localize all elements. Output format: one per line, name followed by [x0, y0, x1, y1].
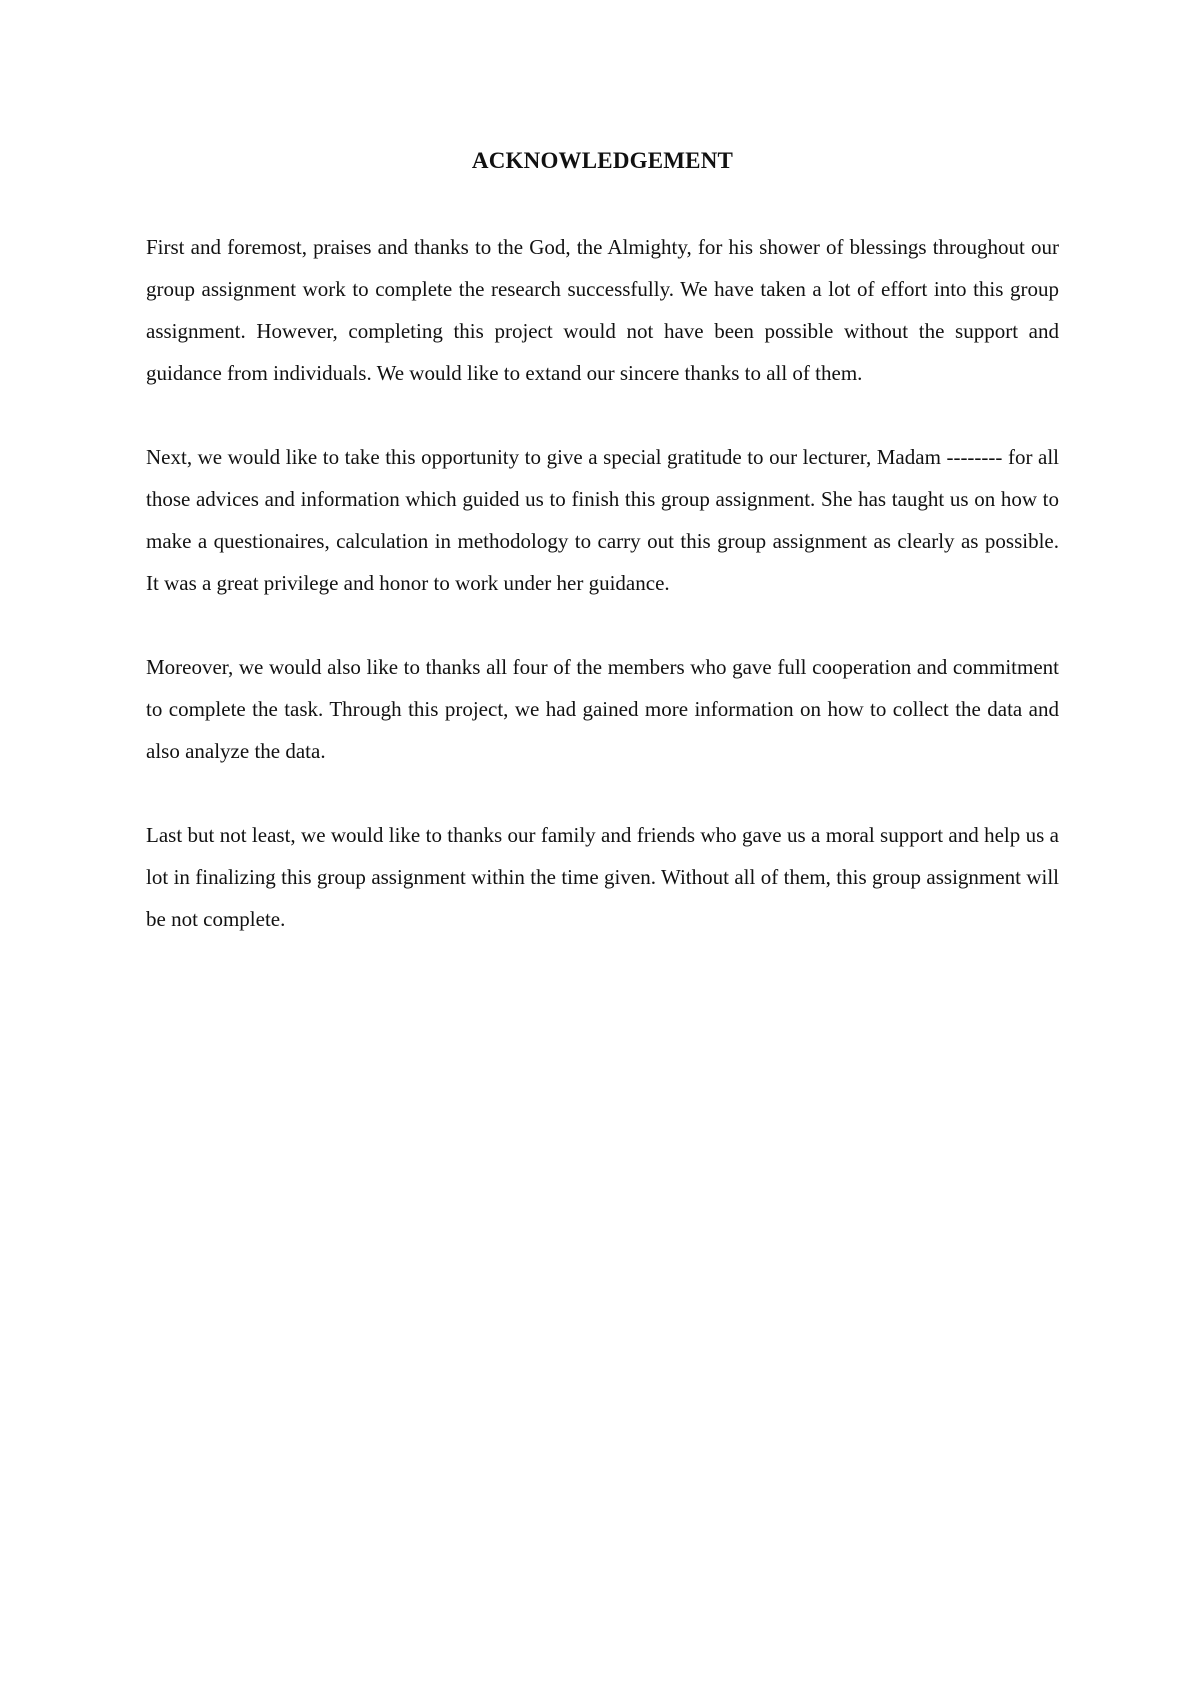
paragraph-family: Last but not least, we would like to thanks our family and friends who gave us a moral support and help us a lot in finalizing this group assignment within the time given. Without all of them, this group assignment will be not complete. [146, 823, 1059, 931]
document-title: ACKNOWLEDGEMENT [471, 148, 734, 173]
document-body [146, 146, 1059, 982]
paragraph-members: Moreover, we would also like to thanks all four of the members who gave full cooperation and commitment to complete the task. Through this project, we had gained more information on how to collect the data and also analyze the data. [146, 655, 1059, 763]
paragraph-lecturer: Next, we would like to take this opportunity to give a special gratitude to our lecturer, Madam -------- for all those advices and information which guided us to finish this group assignment. She has taught us on how to make a questionaires, calculation in methodology to carry out this group assignment as clearly as possible. It was a great privilege and honor to work under her guidance. [146, 445, 1059, 595]
paragraph-blessings: First and foremost, praises and thanks to the God, the Almighty, for his shower of blessings throughout our group assignment work to complete the research successfully. We have taken a lot of effort into this group assignment. However, completing this project would not have been possible without the support and guidance from individuals. We would like to extand our sincere thanks to all of them. [146, 235, 1059, 385]
